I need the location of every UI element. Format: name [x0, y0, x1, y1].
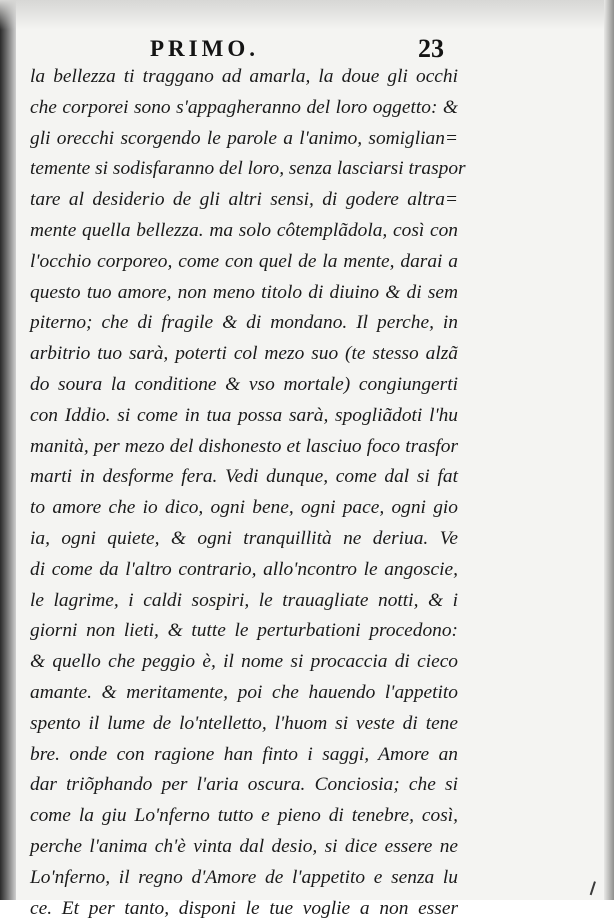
text-line: come la giu Lo'nferno tutto e pieno di tenebre, così,	[30, 805, 458, 827]
text-line: do soura la conditione & vso mortale) congiungerti	[30, 373, 458, 395]
text-line: amante. & meritamente, poi che hauendo l'appetito	[30, 681, 458, 703]
page-edge	[604, 0, 614, 900]
text-line: gli orecchi scorgendo le parole a l'animo, somiglian=	[30, 127, 458, 149]
page-top-shadow	[0, 0, 614, 30]
text-line: dar triõphando per l'aria oscura. Conciosia; che si	[30, 774, 458, 796]
text-line: l'occhio corporeo, come con quel de la mente, darai a	[30, 250, 458, 272]
text-line: bre. onde con ragione han finto i saggi, Amore an	[30, 743, 458, 765]
page-number: 23	[418, 34, 444, 63]
text-line: manità, per mezo del dishonesto et lasciuo foco trasfor	[30, 435, 458, 457]
text-line: le lagrime, i caldi sospiri, le trauagliate notti, & i	[30, 589, 458, 611]
text-line: spento il lume de lo'ntelletto, l'huom si veste di tene	[30, 712, 458, 734]
text-line: ia, ogni quiete, & ogni tranquillità ne deriua. Ve	[30, 527, 458, 549]
text-line: perche l'anima ch'è vinta dal desio, si dice essere ne	[30, 835, 458, 857]
text-line: & quello che peggio è, il nome si procaccia di cieco	[30, 651, 458, 673]
text-line: con Iddio. si come in tua possa sarà, spogliãdoti l'hu	[30, 404, 458, 426]
page-binding-shadow	[0, 0, 16, 900]
text-line: di come da l'altro contrario, allo'ncontro le angoscie,	[30, 558, 458, 580]
body-text	[30, 62, 466, 924]
text-line: la bellezza ti traggano ad amarla, la doue gli occhi	[30, 66, 458, 87]
text-line: ce. Et per tanto, disponi le tue voglie a non esser	[30, 897, 458, 919]
text-line: che corporei sono s'appagheranno del loro oggetto: &	[30, 96, 458, 118]
running-head: PRIMO.	[150, 36, 259, 61]
text-line: tare al desiderio de gli altri sensi, di godere altra=	[30, 189, 458, 211]
text-line: temente si sodisfaranno del loro, senza lasciarsi traspor	[30, 158, 466, 180]
text-line: giorni non lieti, & tutte le perturbationi procedono:	[30, 620, 458, 642]
text-line: Lo'nferno, il regno d'Amore de l'appetito e senza lu	[30, 866, 458, 888]
text-line: questo tuo amore, non meno titolo di diuino & di sem	[30, 281, 458, 303]
text-line: mente quella bellezza. ma solo côtemplãdola, così con	[30, 219, 458, 241]
page-corner-mark	[582, 879, 596, 895]
text-line: piterno; che di fragile & di mondano. Il perche, in	[30, 312, 458, 334]
text-line: arbitrio tuo sarà, poterti col mezo suo (te stesso alzã	[30, 343, 458, 365]
text-line: to amore che io dico, ogni bene, ogni pace, ogni gio	[30, 497, 458, 519]
text-line: marti in desforme fera. Vedi dunque, come dal si fat	[30, 466, 458, 488]
